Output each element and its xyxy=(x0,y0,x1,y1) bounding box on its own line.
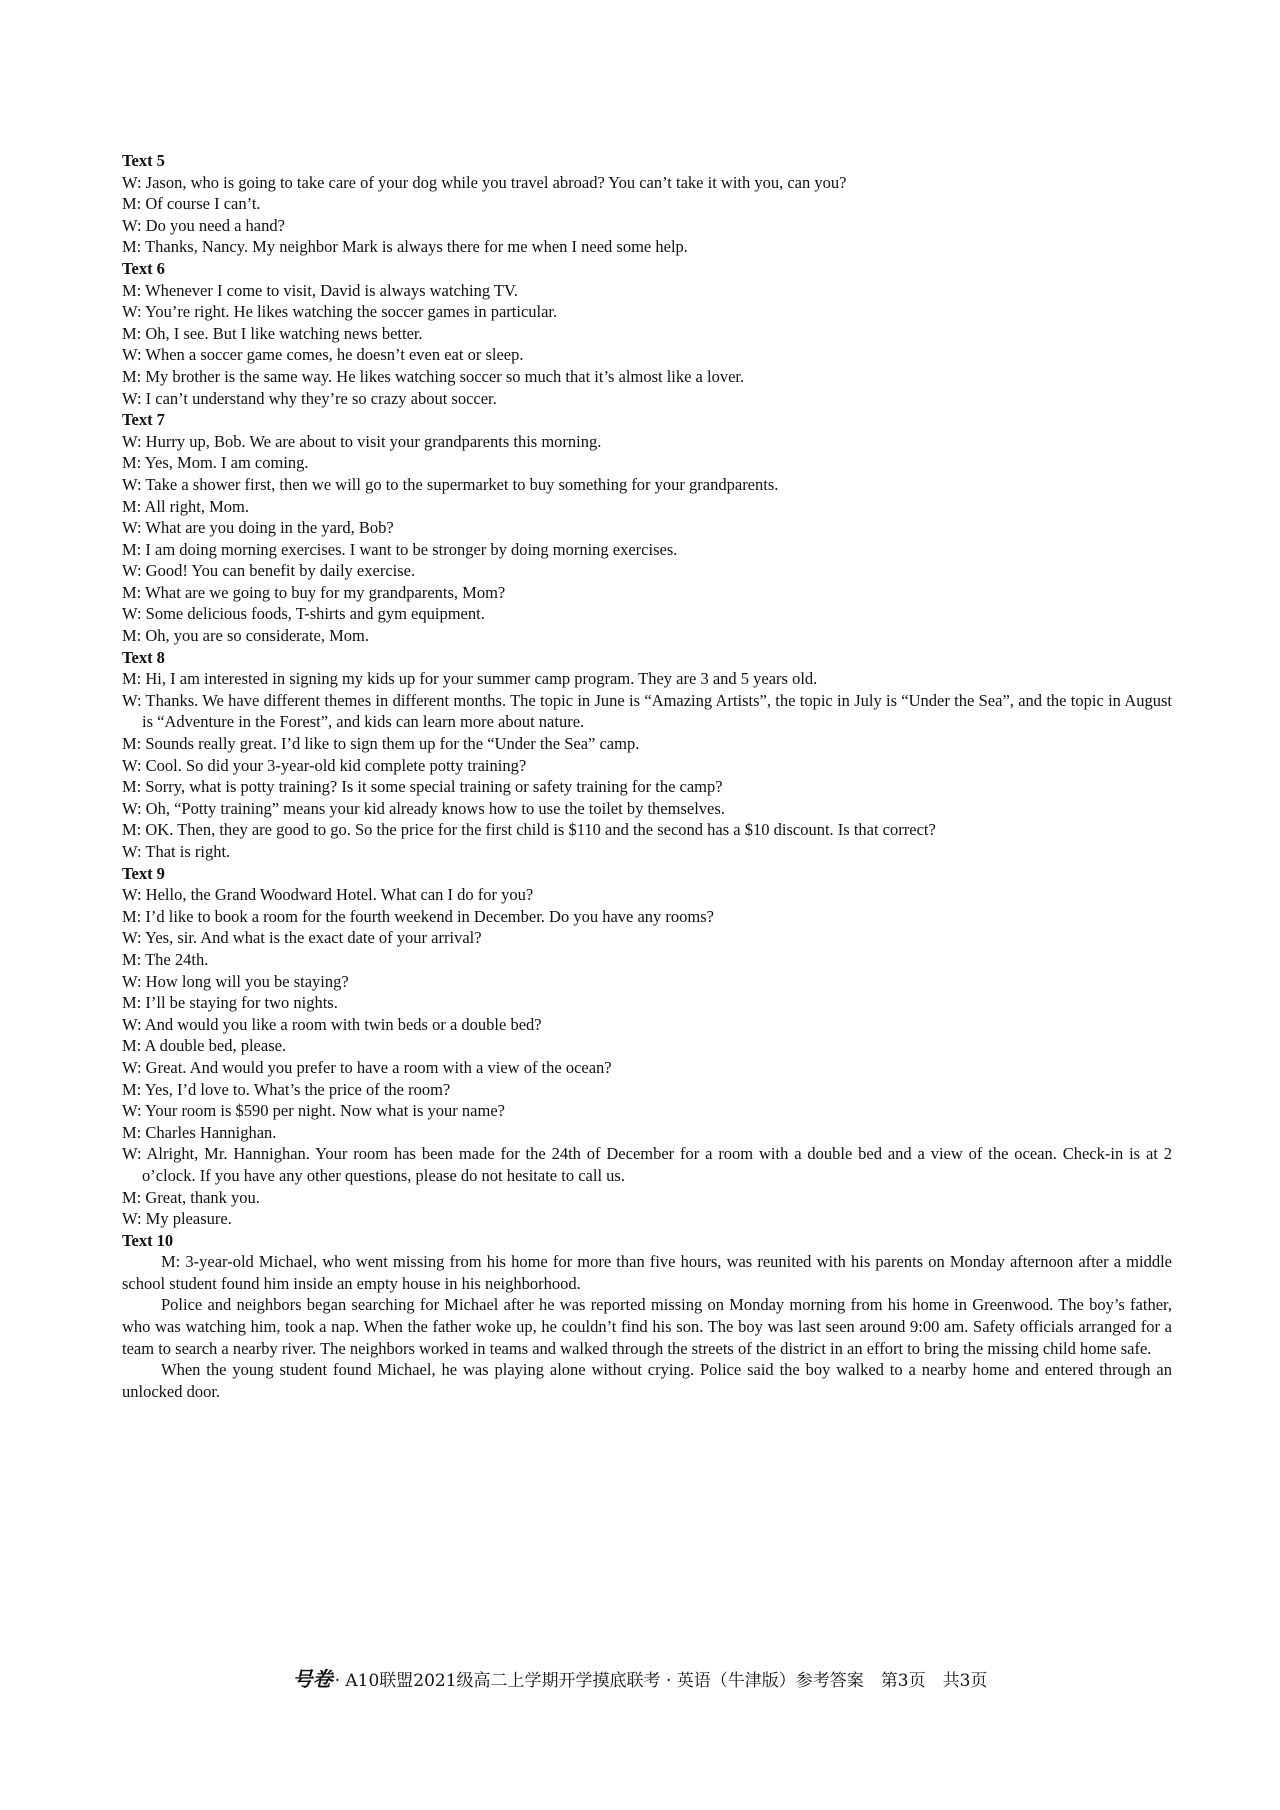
brand-logo: 号卷 xyxy=(292,1667,333,1691)
dialogue-line: M: Whenever I come to visit, David is always watching TV. xyxy=(122,280,518,300)
dialogue-line: M: Thanks, Nancy. My neighbor Mark is always there for me when I need some help. xyxy=(122,237,688,257)
dialogue-line: M: I’d like to book a room for the fourth weekend in December. Do you have any rooms? xyxy=(122,906,715,926)
passage-paragraph: M: 3-year-old Michael, who went missing from his home for more than five hours, was reunited with his parents on Monday afternoon after a middle school student found him inside an empty house in his neighborhood. xyxy=(122,1252,1172,1293)
section-title: Text 7 xyxy=(122,410,165,430)
dialogue-line: W: Cool. So did your 3-year-old kid complete potty training? xyxy=(122,755,527,775)
dialogue-line: M: A double bed, please. xyxy=(122,1036,287,1056)
passage-paragraph: Police and neighbors began searching for Michael after he was reported missing on Monday morning from his home in Greenwood. The boy’s father, who was watching him, took a nap. When the father woke up, he couldn’t find his son. The boy was last seen around 9:00 am. Safety officials arranged for a team to search a nearby river. The neighbors worked in teams and walked through the streets of the district in an effort to bring the missing child home safe. xyxy=(122,1295,1172,1358)
dialogue-line: W: Jason, who is going to take care of your dog while you travel abroad? You can’t take it with you, can you? xyxy=(122,172,847,192)
dialogue-line: W: Hurry up, Bob. We are about to visit your grandparents this morning. xyxy=(122,431,602,451)
dialogue-line: W: Hello, the Grand Woodward Hotel. What can I do for you? xyxy=(122,885,534,905)
dialogue-line: W: Thanks. We have different themes in different months. The topic in June is “Amazing Artists”, the topic in July is “Under the Sea”, and the topic in August is “Adventure in the Forest”, and kids can learn more about nature. xyxy=(122,690,1172,732)
dialogue-line: M: Of course I can’t. xyxy=(122,194,261,214)
section-text-5 xyxy=(122,150,1172,258)
dialogue-line: W: Good! You can benefit by daily exercise. xyxy=(122,561,416,581)
dialogue-line: W: What are you doing in the yard, Bob? xyxy=(122,518,394,538)
dialogue-line: M: I’ll be staying for two nights. xyxy=(122,993,338,1013)
dialogue-line: M: Charles Hannighan. xyxy=(122,1122,277,1142)
dialogue-line: W: Take a shower first, then we will go to the supermarket to buy something for your grandparents. xyxy=(122,474,779,494)
section-text-6 xyxy=(122,258,1172,409)
dialogue-line: W: Some delicious foods, T-shirts and gym equipment. xyxy=(122,604,485,624)
section-title: Text 8 xyxy=(122,647,165,667)
dialogue-line: W: Yes, sir. And what is the exact date of your arrival? xyxy=(122,928,482,948)
section-text-7 xyxy=(122,409,1172,647)
passage-paragraph: When the young student found Michael, he was playing alone without crying. Police said the boy walked to a nearby home and entered through an unlocked door. xyxy=(122,1360,1172,1401)
dialogue-line: M: Yes, I’d love to. What’s the price of the room? xyxy=(122,1079,451,1099)
dialogue-line: M: What are we going to buy for my grandparents, Mom? xyxy=(122,582,506,602)
dialogue-line: W: Alright, Mr. Hannighan. Your room has been made for the 24th of December for a room with a double bed and a view of the ocean. Check-in is at 2 o’clock. If you have any other questions, please do not hesitate to call us. xyxy=(122,1144,1172,1185)
section-text-10 xyxy=(122,1230,1172,1403)
dialogue-line: M: I am doing morning exercises. I want to be stronger by doing morning exercises. xyxy=(122,539,678,559)
document-body xyxy=(122,150,1172,1402)
dialogue-line: M: Sorry, what is potty training? Is it some special training or safety training for the camp? xyxy=(122,777,723,797)
dialogue-line: W: Do you need a hand? xyxy=(122,215,285,235)
dialogue-line: M: Great, thank you. xyxy=(122,1187,260,1207)
dialogue-line: W: That is right. xyxy=(122,842,231,861)
dialogue-line: M: Oh, I see. But I like watching news better. xyxy=(122,323,423,343)
dialogue-line: M: OK. Then, they are good to go. So the price for the first child is $110 and the second has a $10 discount. Is that correct? xyxy=(122,820,936,840)
dialogue-line: W: How long will you be staying? xyxy=(122,971,349,991)
page-footer xyxy=(0,1663,1280,1692)
section-title: Text 10 xyxy=(122,1230,174,1250)
section-title: Text 9 xyxy=(122,863,165,883)
dialogue-line: W: Great. And would you prefer to have a room with a view of the ocean? xyxy=(122,1057,612,1077)
section-text-9 xyxy=(122,863,1172,1230)
dialogue-line: W: I can’t understand why they’re so crazy about soccer. xyxy=(122,388,497,408)
section-text-8 xyxy=(122,647,1172,863)
dialogue-line: M: My brother is the same way. He likes watching soccer so much that it’s almost like a lover. xyxy=(122,366,745,386)
dialogue-line: M: Yes, Mom. I am coming. xyxy=(122,453,309,473)
dialogue-line: M: The 24th. xyxy=(122,949,209,969)
dialogue-line: W: Oh, “Potty training” means your kid already knows how to use the toilet by themselves. xyxy=(122,798,725,818)
dialogue-line: M: Sounds really great. I’d like to sign them up for the “Under the Sea” camp. xyxy=(122,734,640,754)
dialogue-line: W: My pleasure. xyxy=(122,1209,232,1229)
footer-text: · A10联盟2021级高二上学期开学摸底联考 · 英语（牛津版）参考答案 第3页 共3页 xyxy=(334,1671,988,1691)
section-title: Text 5 xyxy=(122,151,165,170)
section-title: Text 6 xyxy=(122,258,165,278)
dialogue-line: W: And would you like a room with twin beds or a double bed? xyxy=(122,1014,542,1034)
dialogue-line: W: You’re right. He likes watching the soccer games in particular. xyxy=(122,302,558,322)
dialogue-line: M: All right, Mom. xyxy=(122,496,249,516)
dialogue-line: M: Oh, you are so considerate, Mom. xyxy=(122,626,369,646)
dialogue-line: W: When a soccer game comes, he doesn’t even eat or sleep. xyxy=(122,345,524,365)
dialogue-line: W: Your room is $590 per night. Now what is your name? xyxy=(122,1101,505,1121)
dialogue-line: M: Hi, I am interested in signing my kids up for your summer camp program. They are 3 and 5 years old. xyxy=(122,669,818,689)
